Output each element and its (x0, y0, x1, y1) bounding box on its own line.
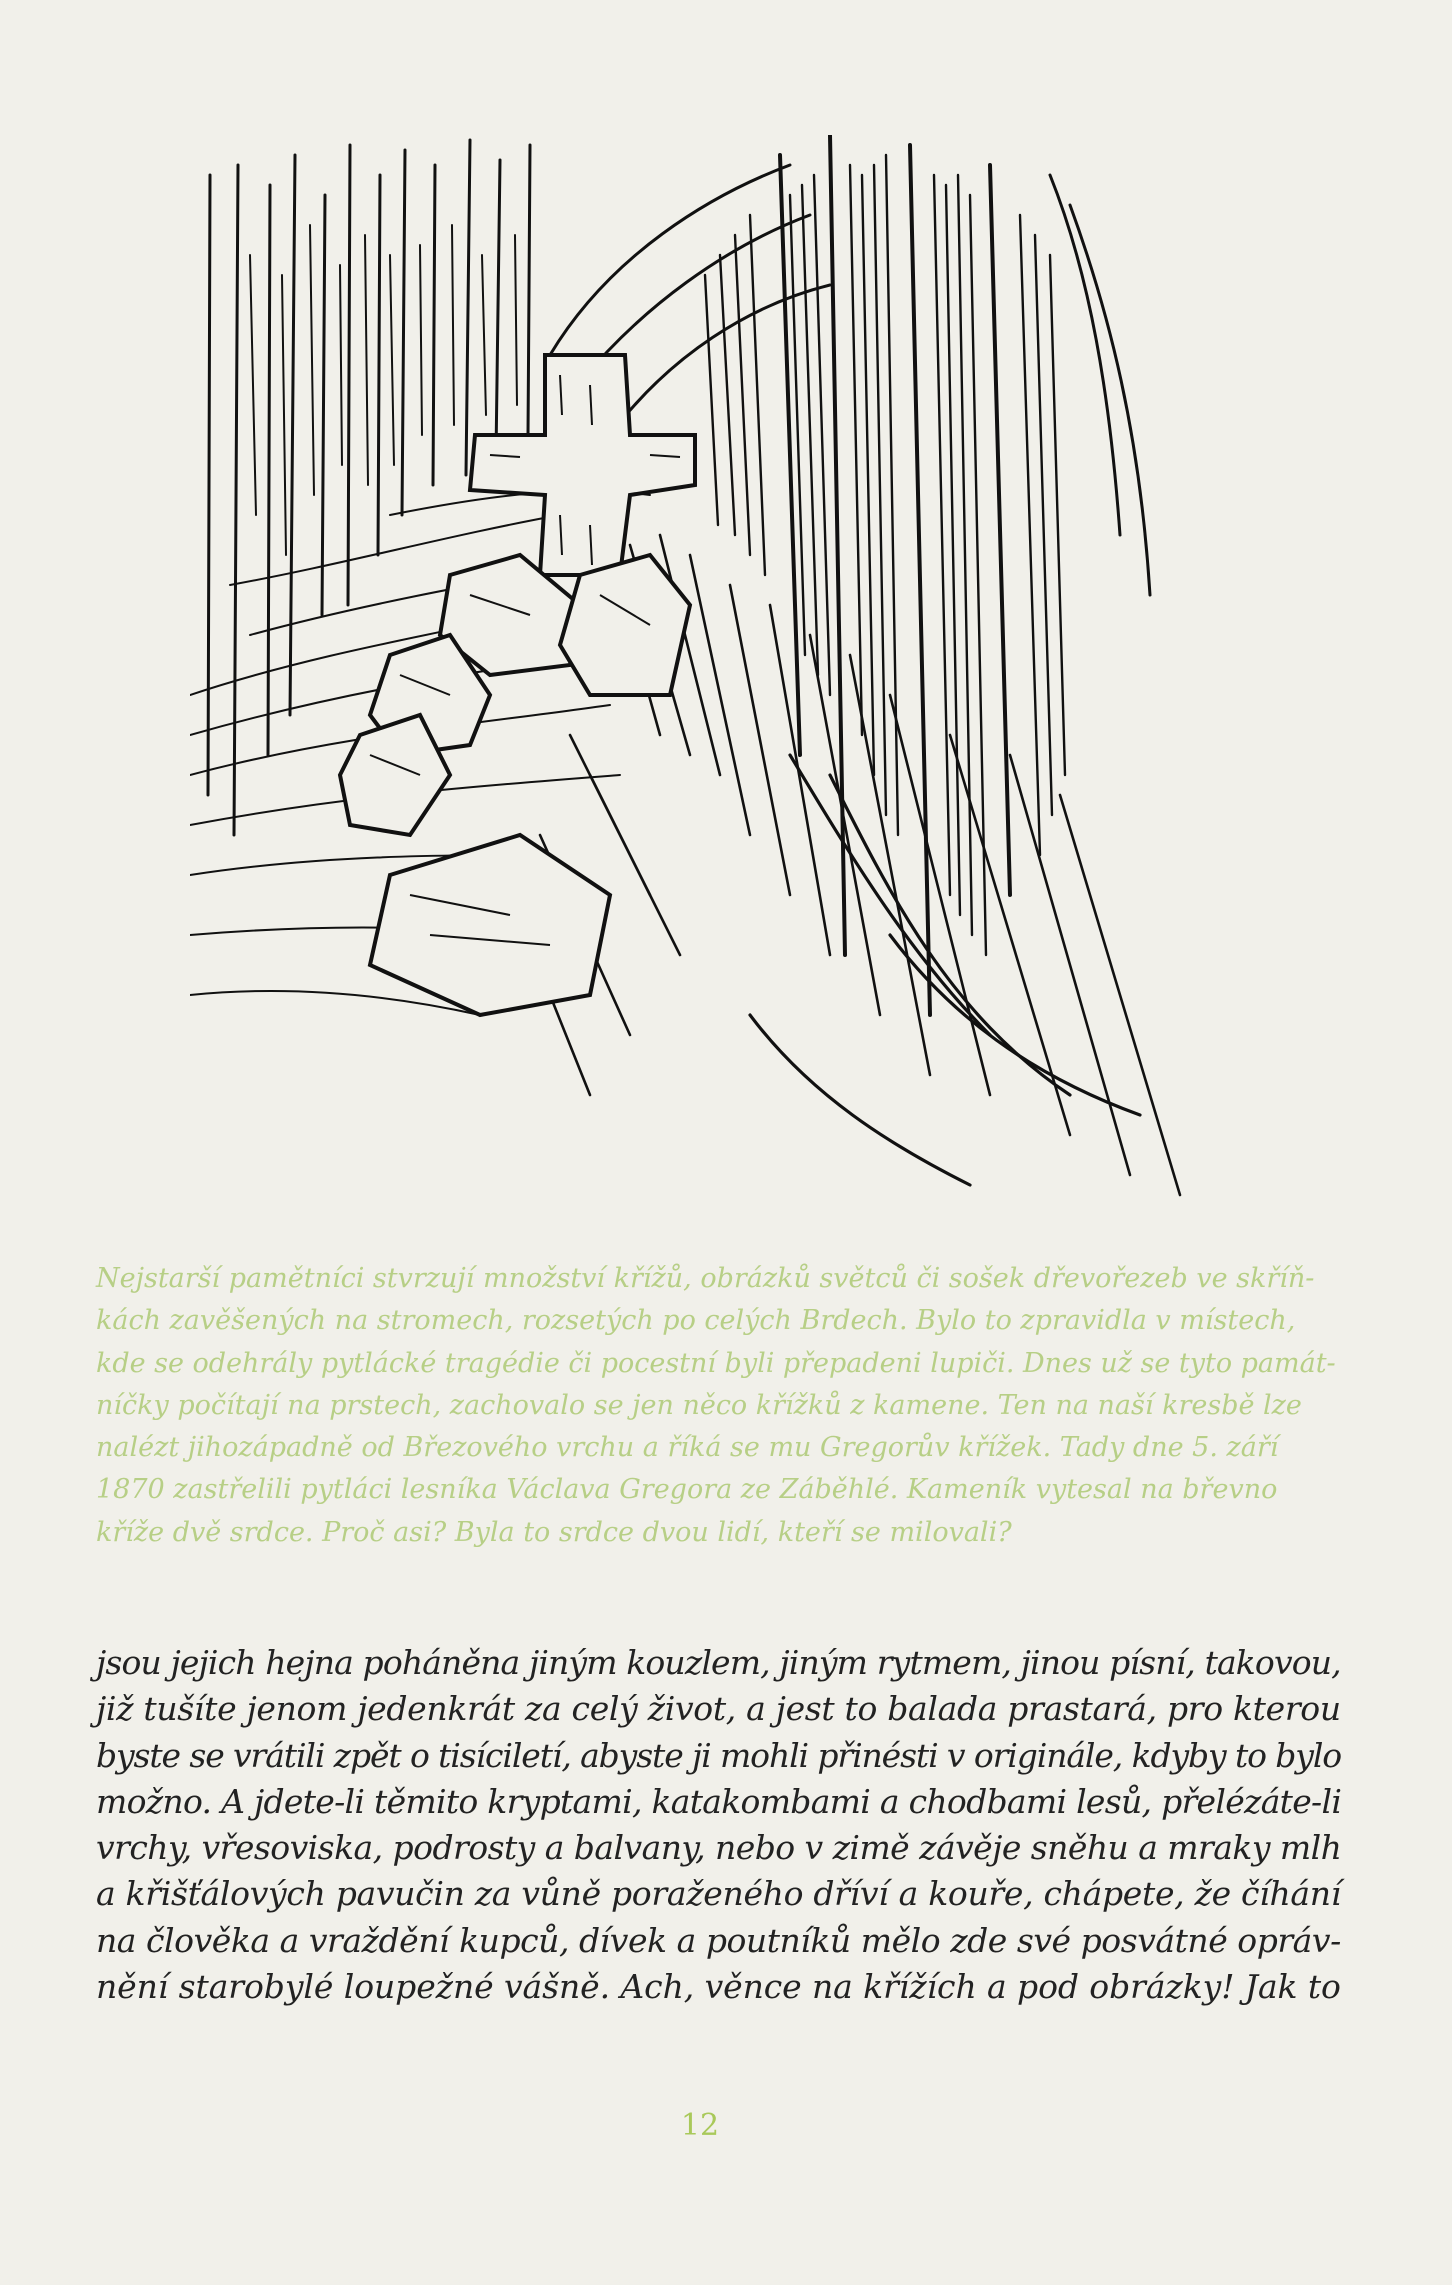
caption-line: nalézt jihozápadně od Březového vrchu a říká se mu Gregorův křížek. Tady dne 5. září (96, 1432, 1279, 1464)
caption-line: kách zavěšených na stromech, rozsetých po celých Brdech. Bylo to zpravidla v místech, (96, 1305, 1296, 1337)
caption-line: 1870 zastřelili pytláci lesníka Václava Gregora ze Záběhlé. Kameník vytesal na břevno (96, 1474, 1278, 1506)
page-number: 12 (680, 2108, 720, 2143)
forest-cross-illustration (190, 135, 1210, 1235)
body-line: a křišťálových pavučin za vůně poraženého dříví a kouře, chápete, že číhání (96, 1874, 1341, 1914)
caption-line: kříže dvě srdce. Proč asi? Byla to srdce dvou lidí, kteří se milovali? (96, 1516, 1012, 1548)
body-line: jsou jejich hejna poháněna jiným kouzlem, jiným rytmem, jinou písní, takovou, (96, 1643, 1341, 1682)
body-line: možno. A jdete-li těmito kryptami, katakombami a chodbami lesů, přelézáte-li (96, 1781, 1342, 1821)
body-line: nění starobylé loupežné vášně. Ach, věnce na křížích a pod obrázky! Jak to (96, 1967, 1341, 2007)
body-line: na člověka a vraždění kupců, dívek a poutníků mělo zde své posvátné opráv- (96, 1920, 1341, 1960)
caption-line: níčky počítají na prstech, zachovalo se jen něco křížků z kamene. Ten na naší kresbě lze (96, 1389, 1302, 1421)
body-line: byste se vrátili zpět o tisíciletí, abyste ji mohli přinésti v originále, kdyby to bylo (96, 1735, 1342, 1775)
caption-line: kde se odehrály pytlácké tragédie či pocestní byli přepadeni lupiči. Dnes už se tyto památ- (96, 1347, 1336, 1379)
body-paragraph (96, 1640, 1341, 2010)
body-line: vrchy, vřesoviska, podrosty a balvany, nebo v zimě závěje sněhu a mraky mlh (96, 1828, 1342, 1868)
illustration-caption (96, 1258, 1336, 1554)
caption-line: Nejstarší pamětníci stvrzují množství křížů, obrázků světců či sošek dřevořezeb ve skříň- (96, 1263, 1315, 1294)
body-line: již tušíte jenom jedenkrát za celý život, a jest to balada prastará, pro kterou (96, 1689, 1341, 1729)
